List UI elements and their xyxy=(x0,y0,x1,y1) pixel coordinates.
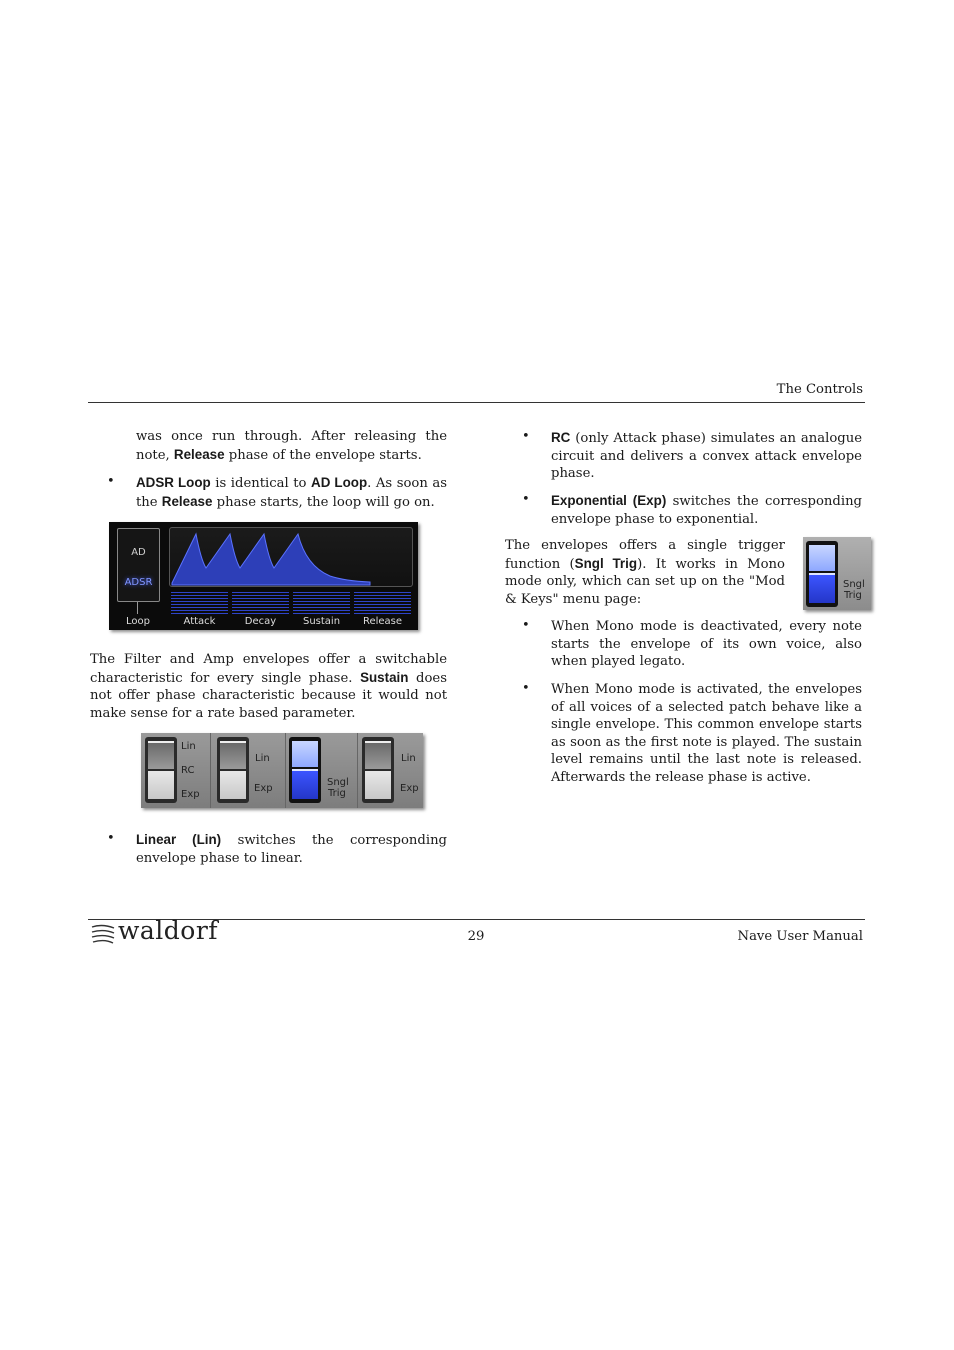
bullet-marker: • xyxy=(522,429,530,444)
bullet-adsr-loop: ADSR Loop is identical to AD Loop. As soon as the Release phase starts, the loop will go on. xyxy=(136,475,448,510)
sngl-trig-figure xyxy=(803,537,871,610)
bullet-rc: RC (only Attack phase) simulates an analogue circuit and delivers a convex attack envelope phase. xyxy=(551,430,862,482)
loop-label: Loop xyxy=(126,616,150,627)
switch1-label-exp: Exp xyxy=(181,789,200,800)
loop-connector xyxy=(137,602,138,614)
switch3-label-trig: Trig xyxy=(328,788,346,799)
phase-label-sustain: Sustain xyxy=(302,616,341,627)
switch4-label-exp: Exp xyxy=(400,783,419,794)
bullet-mono-off: When Mono mode is deactivated, every note starts the envelope of its own voice, also when played legato. xyxy=(551,619,862,670)
envelope-curve xyxy=(170,528,412,586)
mode-adsr-label: ADSR xyxy=(124,577,153,588)
mode-selector xyxy=(117,528,160,602)
bullet-marker: • xyxy=(522,681,530,696)
switch1-label-rc: RC xyxy=(181,765,195,776)
page-number: 29 xyxy=(467,929,485,944)
bullet-linear: Linear (Lin) switches the corresponding envelope phase to linear. xyxy=(136,832,448,866)
envelope-display xyxy=(169,527,413,587)
phase-switch-4[interactable] xyxy=(362,737,394,803)
bullet-exponential: Exponential (Exp) switches the corresponding envelope phase to exponential. xyxy=(551,493,863,527)
bullet-marker: • xyxy=(522,492,530,507)
header-rule xyxy=(88,402,865,403)
switch2-label-exp: Exp xyxy=(254,783,273,794)
bullet-marker: • xyxy=(107,474,115,489)
phase-label-attack: Attack xyxy=(183,616,216,627)
phase-switch-2[interactable] xyxy=(217,737,249,803)
filter-paragraph: The Filter and Amp envelopes offer a switchable characteristic for every single phase. Sustain does not offer phase characteristic because it would not make sense for a rate based parameter. xyxy=(90,652,447,721)
envelope-panel-figure xyxy=(109,522,418,630)
sngl-trig-switch[interactable] xyxy=(289,737,321,803)
switch4-label-lin: Lin xyxy=(401,753,416,764)
bullet-mono-on: When Mono mode is activated, the envelopes of all voices of a selected patch behave like a single envelope. This common envelope starts as soon as the first note is played. The sustain level remains until the last note is released. Afterwards the release phase is active. xyxy=(551,682,862,785)
phase-label-decay: Decay xyxy=(244,616,277,627)
switch2-label-lin: Lin xyxy=(255,753,270,764)
bullet-marker: • xyxy=(107,831,115,846)
sngl-trig-figure-label-trig: Trig xyxy=(844,590,862,601)
characteristic-switches-figure xyxy=(141,733,423,808)
bullet-marker: • xyxy=(522,618,530,633)
mode-ad-label: AD xyxy=(131,547,146,558)
sngl-trig-figure-switch xyxy=(806,541,838,607)
sngl-trig-figure-label-sngl: Sngl xyxy=(843,579,865,590)
brand-wordmark: waldorf xyxy=(118,916,219,945)
intro-paragraph: was once run through. After releasing the note, Release phase of the envelope starts. xyxy=(136,429,447,463)
phase-meters xyxy=(171,592,411,616)
manual-title: Nave User Manual xyxy=(737,929,863,944)
phase-switch-1[interactable] xyxy=(145,737,177,803)
waldorf-emblem-icon xyxy=(90,923,116,945)
switch1-label-lin: Lin xyxy=(181,741,196,752)
single-trigger-paragraph: The envelopes offers a single trigger function (Sngl Trig). It works in Mono mode only, which can set up on the "Mod & Keys" menu page: xyxy=(505,538,785,607)
running-header: The Controls xyxy=(776,382,863,397)
phase-label-release: Release xyxy=(362,616,403,627)
switch3-label-sngl: Sngl xyxy=(327,777,349,788)
